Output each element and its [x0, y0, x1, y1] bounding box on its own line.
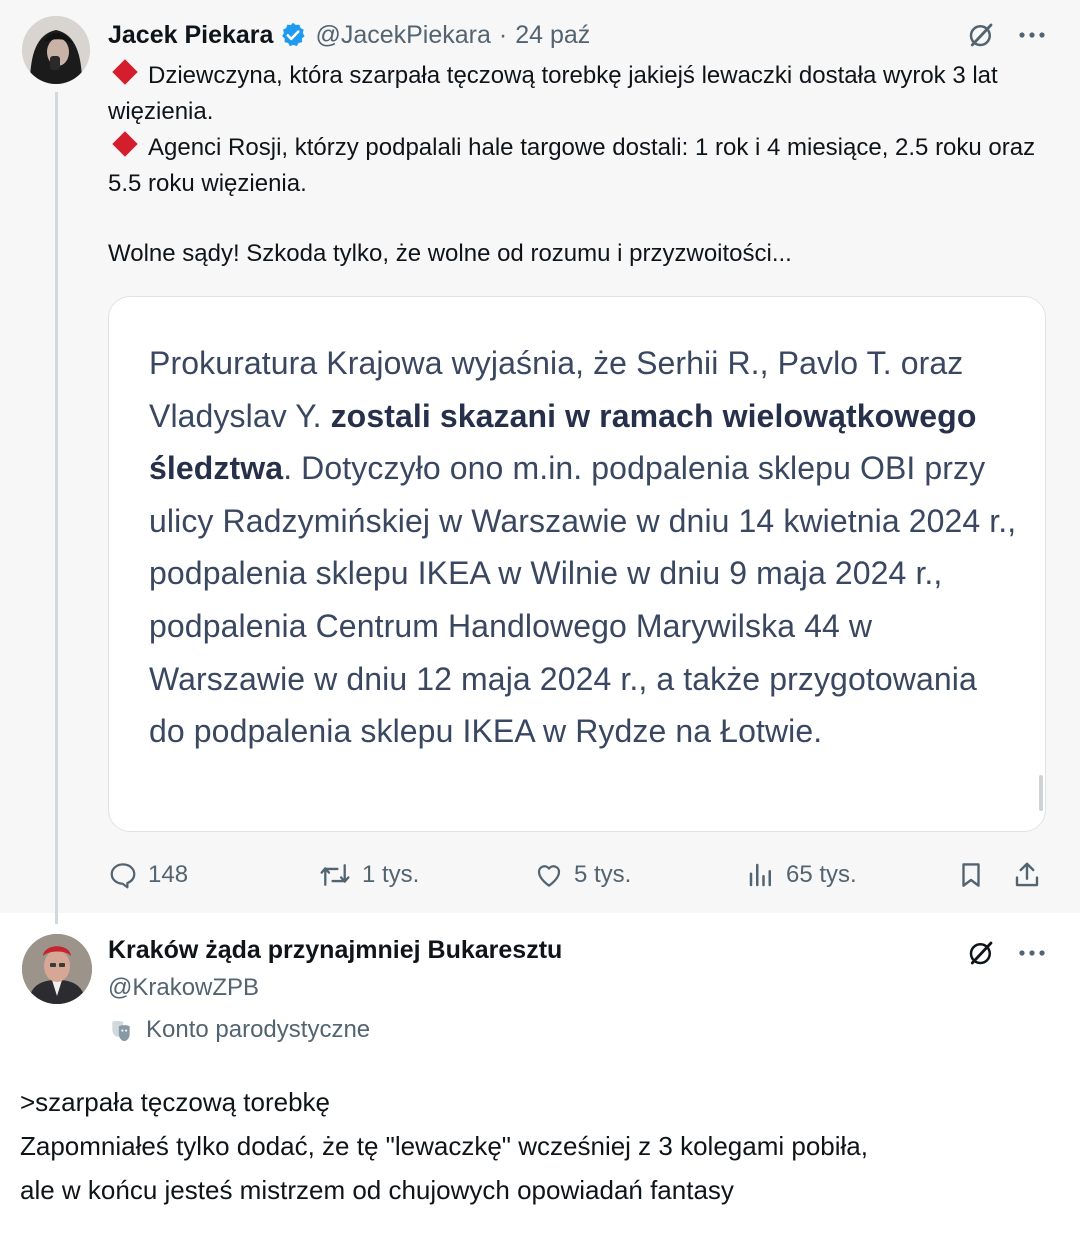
tweet-line-1: Dziewczyna, która szarpała tęczową torebkę jakiejś lewaczki dostała wyrok 3 lat więzienia. — [108, 58, 1038, 130]
heart-icon — [534, 860, 564, 890]
parody-label — [108, 1012, 370, 1048]
repost-button[interactable] — [318, 855, 419, 895]
profile-photo-icon — [22, 934, 92, 1004]
verified-badge-icon — [279, 21, 307, 49]
theater-mask-icon — [108, 1017, 134, 1043]
tweet-date[interactable]: 24 paź — [515, 20, 591, 49]
red-diamond-icon — [112, 131, 137, 156]
views-button[interactable] — [746, 855, 857, 895]
share-icon — [1012, 860, 1042, 890]
reply-line: Zapomniałeś tylko dodać, że tę "lewaczkę" wcześniej z 3 kolegami pobiła, — [20, 1131, 868, 1161]
image-scroll-indicator — [1039, 775, 1043, 811]
thread-connector-line — [55, 92, 58, 924]
tweet-top-actions — [966, 20, 1046, 50]
share-button[interactable] — [1012, 855, 1042, 895]
quoted-bold-phrase: zostali skazani w ramach wielowątkowego śledztwa — [149, 397, 977, 487]
tweet-action-bar — [108, 855, 1048, 895]
more-options-icon[interactable] — [1018, 31, 1046, 39]
reply-icon — [108, 860, 138, 890]
tweet-text — [108, 58, 1038, 272]
author-name[interactable]: Jacek Piekara — [108, 20, 274, 49]
grok-icon[interactable] — [966, 20, 996, 50]
views-chart-icon — [746, 860, 776, 890]
quoted-image-text: Prokuratura Krajowa wyjaśnia, że Serhii R., Pavlo T. oraz Vladyslav Y. zostali skazani w ramach wielowątkowego śledztwa. Dotyczyło ono m.in. podpalenia sklepu OBI przy ulicy Radzymińskiej w Warszawie w dniu 14 kwietnia 2024 r., podpalenia sklepu IKEA w Wilnie w dniu 9 maja 2024 r., podpalenia Centrum Handlowego Marywilska 44 w Warszawie w dniu 12 maja 2024 r., a także przygotowania do podpalenia sklepu IKEA w Rydze na Łotwie. — [149, 345, 1017, 750]
grok-icon[interactable] — [966, 938, 996, 968]
author-handle[interactable]: @JacekPiekara — [315, 20, 491, 49]
tweet-line-2: Agenci Rosji, którzy podpalali hale targowe dostali: 1 rok i 4 miesiące, 2.5 roku oraz 5.5 roku więzienia. — [108, 130, 1038, 202]
tweet-line-3: Wolne sądy! Szkoda tylko, że wolne od rozumu i przyzwoitości... — [108, 240, 792, 267]
bookmark-icon — [956, 860, 986, 890]
reply-count: 148 — [148, 861, 189, 888]
views-count: 65 tys. — [786, 861, 857, 888]
reply-top-actions — [966, 938, 1046, 968]
repost-count: 1 tys. — [362, 861, 420, 888]
reply-avatar[interactable] — [22, 934, 92, 1004]
like-button[interactable] — [534, 855, 631, 895]
header-separator: · — [498, 20, 508, 49]
tweet-header — [108, 18, 590, 52]
reply-author-name[interactable]: Kraków żąda przynajmniej Bukaresztu — [108, 936, 563, 964]
reply-line: >szarpała tęczową torebkę — [20, 1087, 331, 1117]
reply-text — [20, 1080, 1065, 1212]
reply-line: ale w końcu jesteś mistrzem od chujowych opowiadań fantasy — [20, 1175, 734, 1205]
bookmark-button[interactable] — [956, 855, 986, 895]
reply-button[interactable] — [108, 855, 188, 895]
profile-photo-icon — [22, 16, 90, 84]
red-diamond-icon — [112, 59, 137, 84]
parody-label-text: Konto parodystyczne — [146, 1016, 371, 1043]
avatar[interactable] — [22, 16, 90, 84]
reply-author-handle[interactable]: @KrakowZPB — [108, 974, 260, 1001]
like-count: 5 tys. — [574, 861, 632, 888]
repost-icon — [318, 860, 352, 890]
quoted-image-card[interactable] — [108, 296, 1046, 832]
more-options-icon[interactable] — [1018, 949, 1046, 957]
